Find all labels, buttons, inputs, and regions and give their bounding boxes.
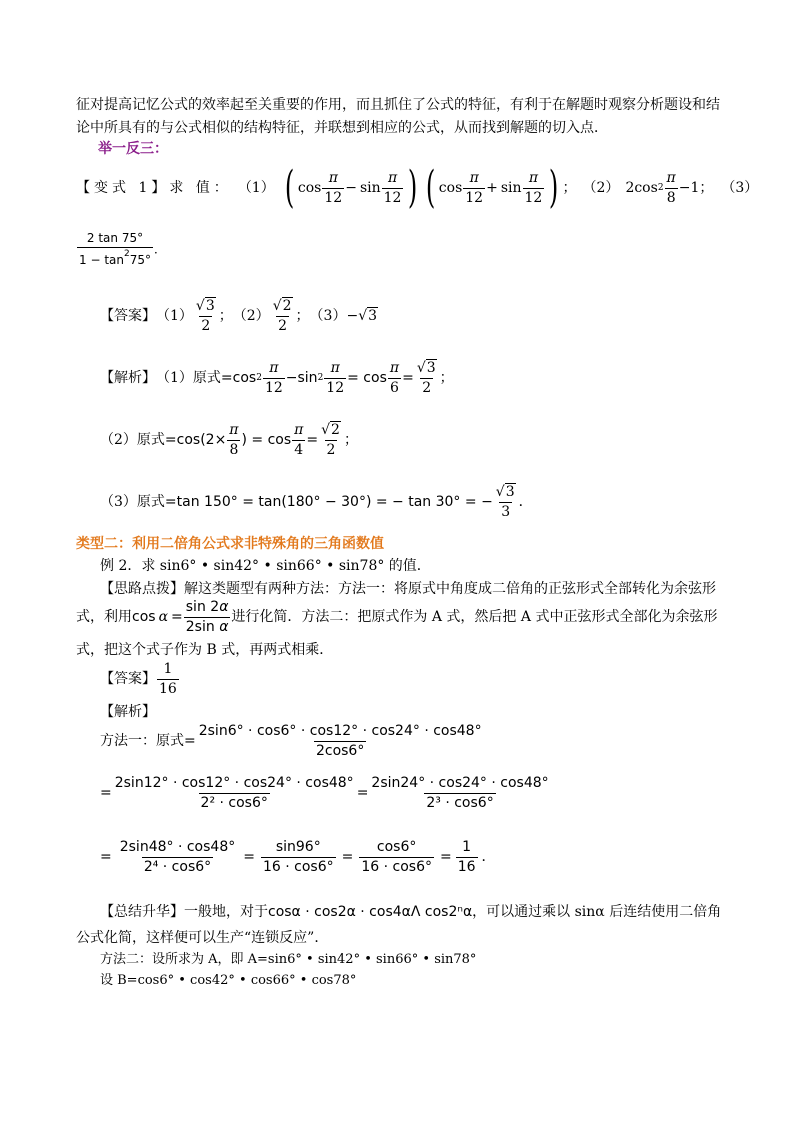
answer-label: 【答案】 (100, 308, 156, 324)
section-heading: 举一反三： (98, 141, 168, 157)
part3-denominator-tail: 75° (129, 252, 151, 267)
method-1-line-1: 方法一：原式= $\frac{2\sin 6^\circ \cdot \cos 6^\circ \cdot \cos 12^\circ \cdot \cos 24^\circ \cdot \cos 48^\circ}{2\cos 6^\circ}$ (100, 722, 482, 759)
variant-part-1-number: （1） (237, 180, 275, 196)
cos-text: cos (297, 180, 322, 196)
minus-one-text: −1； (678, 180, 714, 196)
answer-1-line: 【答案】 （1） $\frac{√3}{2}$ ； （2） $\frac{√2}{2}$ ； （3） − √3 (100, 297, 378, 334)
type-2-heading: 类型二：利用二倍角公式求非特殊角的三角函数值 (76, 536, 384, 552)
variant-label: 【变式 1】求 值： (76, 180, 232, 196)
frac-pi-12: $\frac{\pi}{12}$ (465, 169, 484, 206)
answer-part-2: （2） (232, 308, 270, 324)
summary-line-1: 【总结升华】一般地，对于cosα · cos2α · cos4αΛ cos2ⁿα，可以通过乘以 sinα 后连结使用二倍角 (100, 904, 722, 920)
frac-pi-12: $\frac{\pi}{12}$ (324, 169, 343, 206)
intro-line-1: 征对提高记忆公式的效率起至关重要的作用，而且抓住了公式的特征，有利于在解题时观察分析题设和结 (76, 97, 720, 113)
method-1-line-3: = $\frac{2\sin 48^\circ \cdot \cos 48^\circ}{\text{2⁴ · cos6°}}$ = $\frac{\sin 96^\circ}{16 \cdot \cos 6^\circ}$ = $\frac{\cos 6^\circ}{16 \cdot \cos 6^\circ}$ = $\frac{1}{16}$ ． (100, 838, 496, 875)
analysis-line-3-expr: tan 150° = tan(180° − 30°) = − tan 30° = − (176, 494, 493, 510)
hint-line-1: 【思路点拨】解这类题型有两种方法：方法一：将原式中角度成二倍角的正弦形式全部转化为余弦形 (100, 581, 716, 597)
period: ． (154, 242, 167, 257)
sin-text: sin (359, 180, 381, 196)
summary-line-2: 公式化简，这样便可以生产“连锁反应”． (76, 930, 329, 946)
variant-part-2-number: （2） (582, 180, 620, 196)
hint-line-2: 式，利用 cos α = $\frac{\sin 2\alpha}{\text{2sin α}}$ 进行化简．方法二：把原式作为 A 式，然后把 A 式中正弦形式全部化为余弦形 (76, 598, 718, 635)
analysis-label: 【解析】 (100, 370, 156, 386)
sin-text: sin (500, 180, 522, 196)
analysis-line-1-prefix: （1）原式= (156, 370, 233, 386)
answer-part-1: （1） (156, 308, 193, 324)
analysis-2-label: 【解析】 (100, 704, 156, 720)
analysis-1-line-3: （3）原式= tan 150° = tan(180° − 30°) = − tan 30° = − $\frac{√3}{3}$ ． (100, 483, 533, 520)
part3-numerator: 2 tan 75° (86, 231, 144, 245)
method-2-line-2: 设 B=cos6° • cos42° • cos66° • cos78° (100, 973, 357, 988)
example-2-title: 例 2．求 sin6° • sin42° • sin66° • sin78° 的值． (100, 558, 431, 574)
frac-pi-12: $\frac{\pi}{12}$ (524, 169, 543, 206)
answer-2-line: 【答案】 $\frac{1}{16}$ (100, 660, 177, 697)
variant-part-3-number: （3） (721, 180, 759, 196)
hint-line-3: 式，把这个式子作为 B 式，再两式相乘． (76, 642, 334, 658)
method-1-line-2: = $\frac{2\sin 12^\circ \cdot \cos 12^\circ \cdot \cos 24^\circ \cdot \cos 48^\circ}{\text{2² · cos6°}}$ = $\frac{2\sin 24^\circ \cdot \cos 24^\circ \cdot \cos 48^\circ}{\text{2³ · cos6°}}$ (100, 774, 549, 811)
two-cos-text: 2cos (625, 180, 658, 196)
answer-part-3: （3） (309, 308, 347, 324)
analysis-line-3-prefix: （3）原式= (100, 494, 177, 510)
variant-part-3-expr: $\frac{2 \tan 75^\circ}{1 - \tan^275^\circ}$ ． (79, 231, 167, 267)
variant-1-line: 【变式 1】求 值： （1） ( cos $\frac{\pi}{12}$ − sin $\frac{\pi}{12}$ ) ( cos $\frac{\pi}{12}$ + sin $\frac{\pi}{12}$ ) ； （2） 2cos 2 $\frac{\pi}{8}$ −1； （3） (76, 162, 759, 213)
analysis-1-line-2: （2）原式= cos(2× $\frac{\pi}{8}$ ) = cos $\frac{\pi}{4}$ = $\frac{√2}{2}$ ； (100, 421, 358, 458)
cos-text: cos (438, 180, 463, 196)
frac-pi-8: $\frac{\pi}{8}$ (666, 169, 676, 206)
analysis-1-line-1: 【解析】 （1）原式= cos 2 $\frac{\pi}{12}$ −sin 2 $\frac{\pi}{12}$ = cos $\frac{\pi}{6}$ = $\frac{√3}{2}$ ； (100, 359, 454, 396)
frac-pi-12: $\frac{\pi}{12}$ (383, 169, 402, 206)
part3-denominator: 1 − tan (79, 252, 124, 267)
method-2-line-1: 方法二：设所求为 A，即 A=sin6° • sin42° • sin66° • sin78° (100, 952, 477, 967)
analysis-line-2-prefix: （2）原式= (100, 432, 177, 448)
intro-line-2: 论中所具有的与公式相似的结构特征，并联想到相应的公式，从而找到解题的切入点． (76, 120, 608, 136)
